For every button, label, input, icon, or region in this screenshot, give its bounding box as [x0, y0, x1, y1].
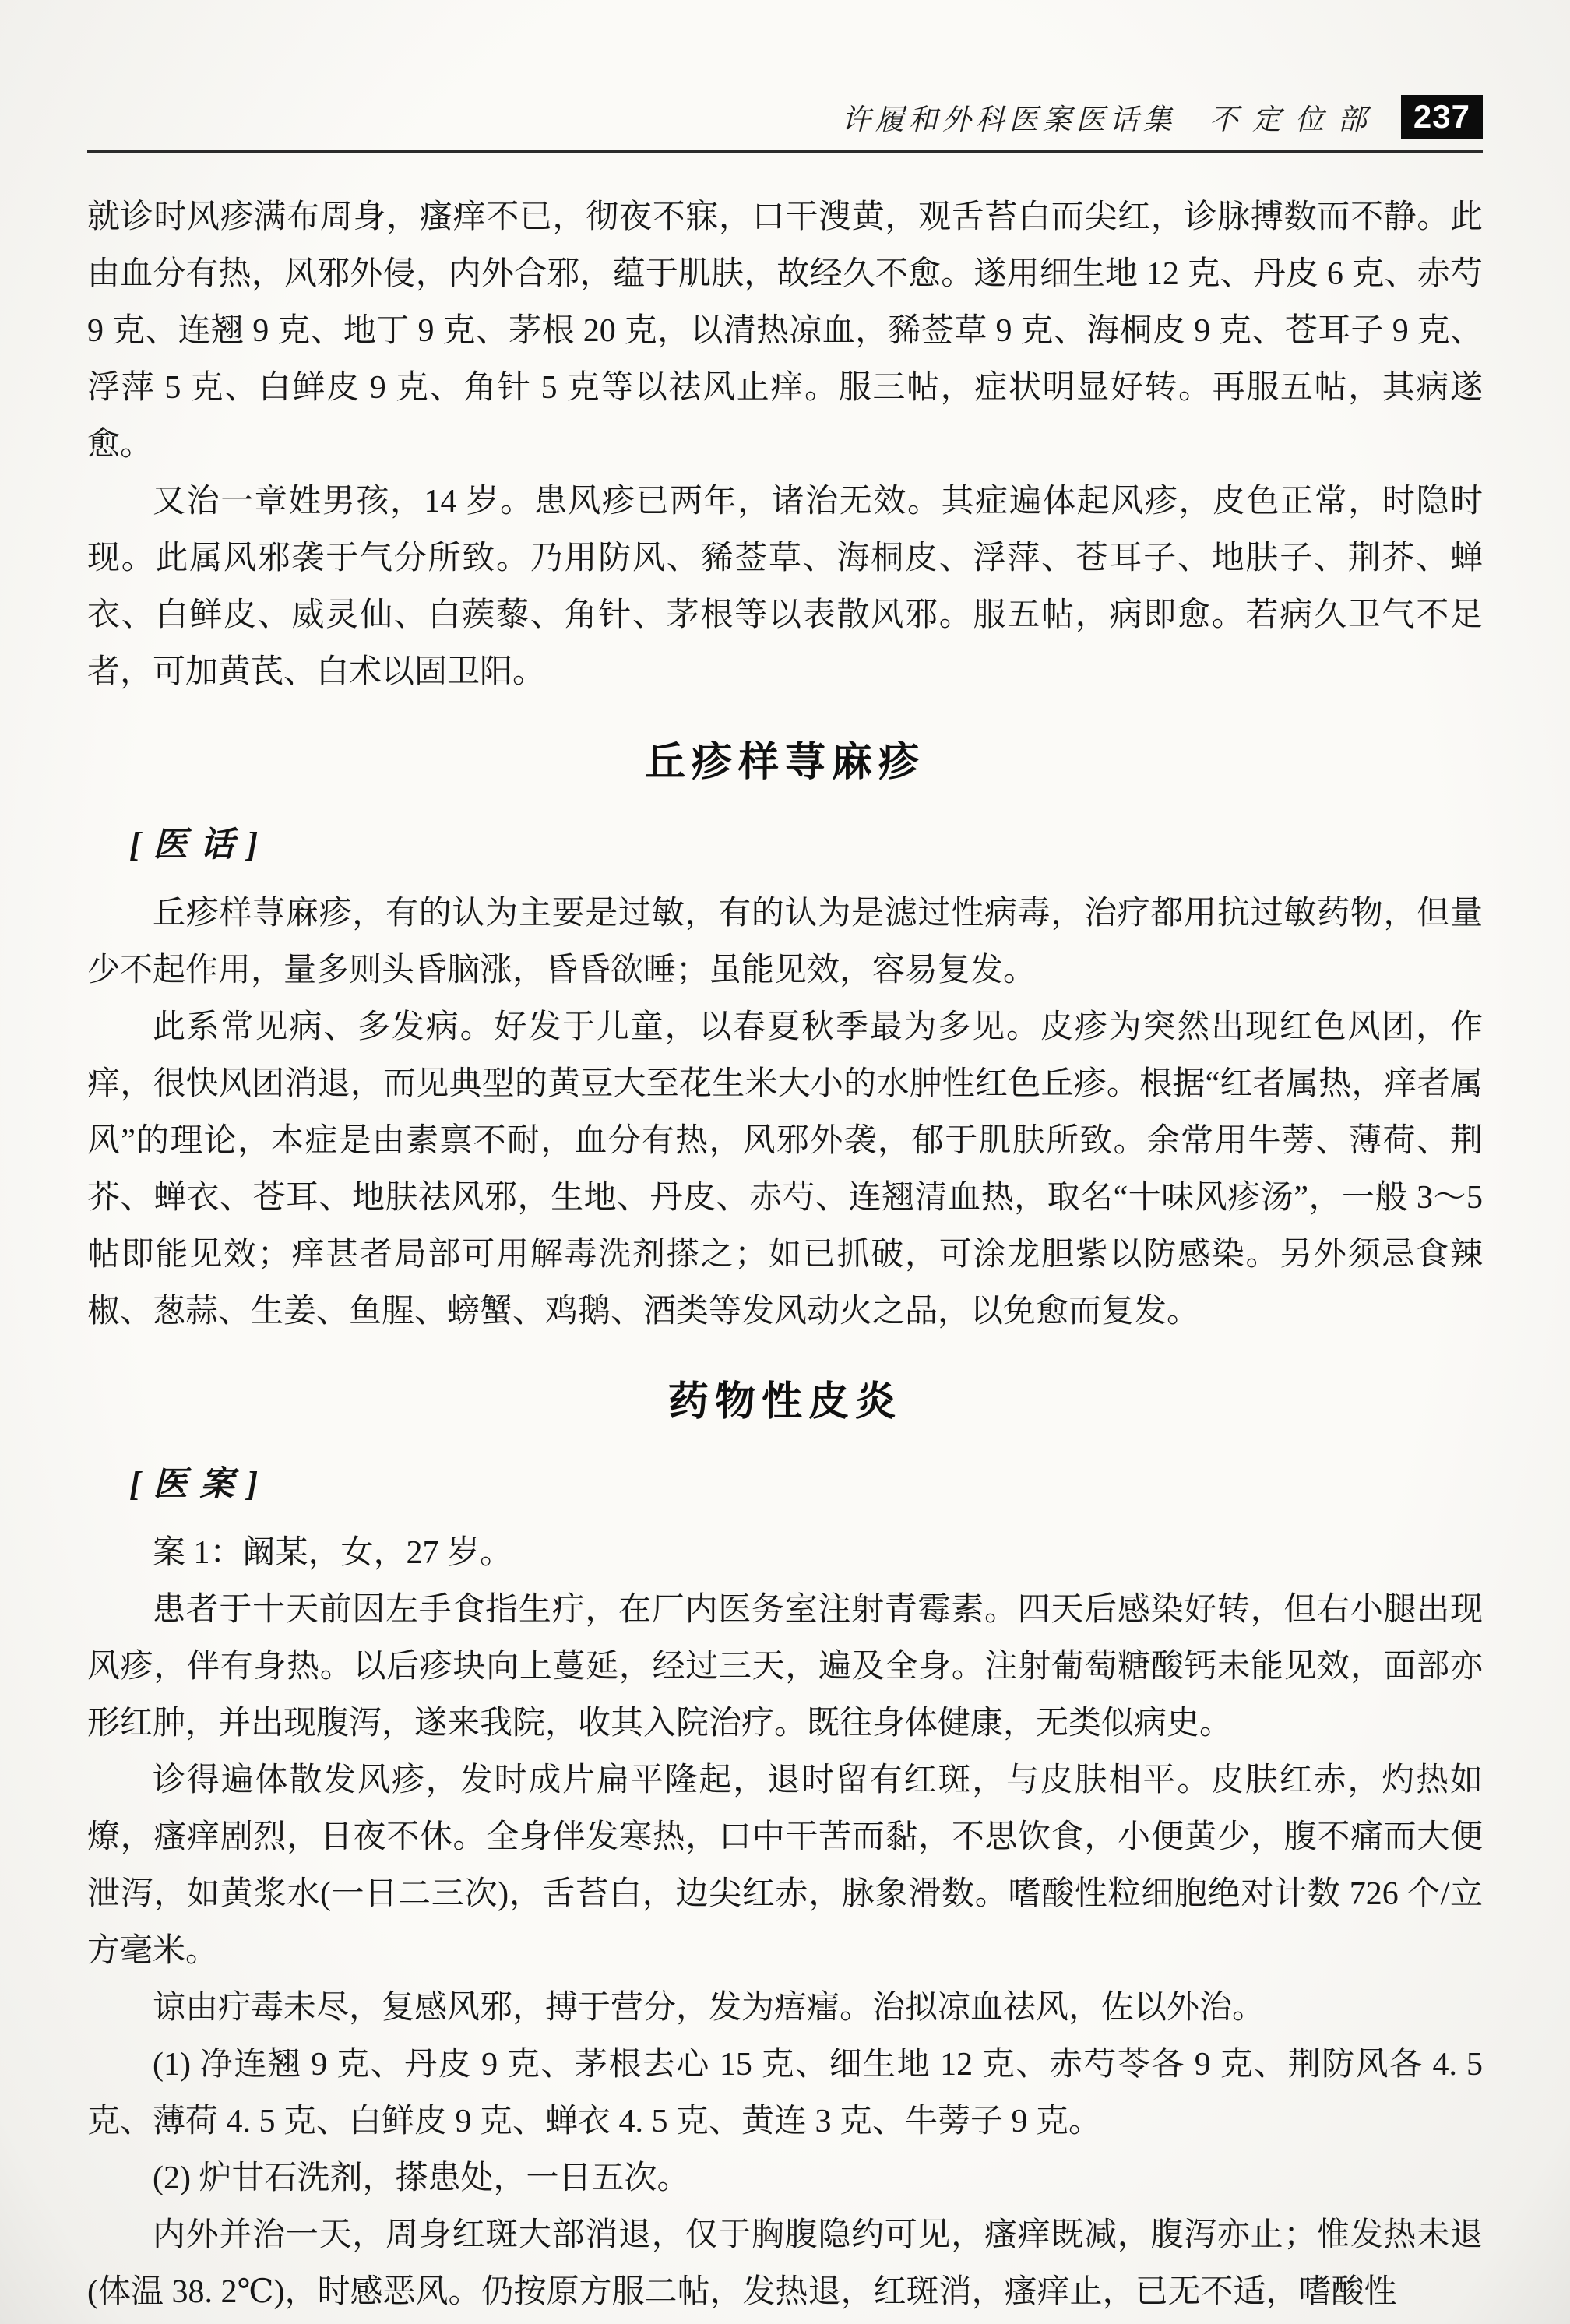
paragraph-urticaria-case-continuation: 就诊时风疹满布周身，瘙痒不已，彻夜不寐，口干溲黄，观舌苔白而尖红，诊脉搏数而不静。此由血分有热，风邪外侵，内外合邪，蕴于肌肤，故经久不愈。遂用细生地 12 克、丹皮 6 克、赤芍 9 克、连翘 9 克、地丁 9 克、茅根 20 克，以清热凉血，豨莶草 9 克、海桐皮 9 克、苍耳子 9 克、浮萍 5 克、白鲜皮 9 克、角针 5 克等以祛风止痒。服三帖，症状明显好转。再服五帖，其病遂愈。 — [87, 199, 1483, 463]
label-medical-notes: [医话] — [129, 826, 271, 864]
book-title: 许履和外科医案医话集 — [841, 104, 1177, 136]
header-rule — [87, 150, 1483, 153]
paragraph-case1-prescription-1: (1) 净连翘 9 克、丹皮 9 克、茅根去心 15 克、细生地 12 克、赤芍苓各 9 克、荆防风各 4. 5 克、薄荷 4. 5 克、白鲜皮 9 克、蝉衣 4. 5 克、黄连 3 克、牛蒡子 9 克。 — [87, 2047, 1483, 2139]
case-1-heading: 案 1：阚某，女，27 岁。 — [153, 1535, 513, 1571]
running-header-text — [842, 96, 1381, 138]
section-title-papular-urticaria: 丘疹样荨麻疹 — [644, 740, 925, 785]
paragraph-case1-outcome: 内外并治一天，周身红斑大部消退，仅于胸腹隐约可见，瘙痒既减，腹泻亦止；惟发热未退(体温 38. 2℃)，时感恶风。仍按原方服二帖，发热退，红斑消，瘙痒止，已无不适，嗜酸性 — [87, 2217, 1483, 2310]
label-medical-case: [医案] — [129, 1465, 271, 1503]
paragraph-case1-examination: 诊得遍体散发风疹，发时成片扁平隆起，退时留有红斑，与皮肤相平。皮肤红赤，灼热如燎，瘙痒剧烈，日夜不休。全身伴发寒热，口中干苦而黏，不思饮食，小便黄少，腹不痛而大便泄泻，如黄浆水(一日二三次)，舌苔白，边尖红赤，脉象滑数。嗜酸性粒细胞绝对计数 726 个/立方毫米。 — [87, 1762, 1483, 1969]
paragraph-case1-history: 患者于十天前因左手食指生疔，在厂内医务室注射青霉素。四天后感染好转，但右小腿出现风疹，伴有身热。以后疹块向上蔓延，经过三天，遍及全身。注射葡萄糖酸钙未能见效，面部亦形红肿，并出现腹泻，遂来我院，收其入院治疗。既往身体健康，无类似病史。 — [87, 1592, 1483, 1741]
paragraph-case1-diagnosis: 谅由疔毒未尽，复感风邪，搏于营分，发为痦癗。治拟凉血祛风，佐以外治。 — [153, 1990, 1266, 2026]
paragraph-urticaria-notes-1: 丘疹样荨麻疹，有的认为主要是过敏，有的认为是滤过性病毒，治疗都用抗过敏药物，但量少不起作用，量多则头昏脑涨，昏昏欲睡；虽能见效，容易复发。 — [87, 896, 1483, 988]
page-body — [87, 189, 1483, 2321]
paragraph-case1-prescription-2: (2) 炉甘石洗剂，搽患处，一日五次。 — [153, 2160, 690, 2196]
section-title-drug-dermatitis: 药物性皮炎 — [667, 1379, 902, 1424]
running-header — [87, 0, 1483, 139]
paragraph-urticaria-notes-2: 此系常见病、多发病。好发于儿童，以春夏秋季最为多见。皮疹为突然出现红色风团，作痒，很快风团消退，而见典型的黄豆大至花生米大小的水肿性红色丘疹。根据“红者属热，痒者属风”的理论，本症是由素禀不耐，血分有热，风邪外袭，郁于肌肤所致。余常用牛蒡、薄荷、荆芥、蝉衣、苍耳、地肤祛风邪，生地、丹皮、赤芍、连翘清血热，取名“十味风疹汤”，一般 3～5 帖即能见效；痒甚者局部可用解毒洗剂搽之；如已抓破，可涂龙胆紫以防感染。另外须忌食辣椒、葱蒜、生姜、鱼腥、螃蟹、鸡鹅、酒类等发风动火之品，以免愈而复发。 — [87, 1009, 1483, 1329]
paragraph-urticaria-case-boy: 又治一章姓男孩，14 岁。患风疹已两年，诸治无效。其症遍体起风疹，皮色正常，时隐时现。此属风邪袭于气分所致。乃用防风、豨莶草、海桐皮、浮萍、苍耳子、地肤子、荆芥、蝉衣、白鲜皮、威灵仙、白蒺藜、角针、茅根等以表散风邪。服五帖，病即愈。若病久卫气不足者，可加黄芪、白术以固卫阳。 — [87, 484, 1483, 690]
part-label: 不定位部 — [1209, 104, 1381, 136]
page-number-badge: 237 — [1401, 95, 1483, 139]
